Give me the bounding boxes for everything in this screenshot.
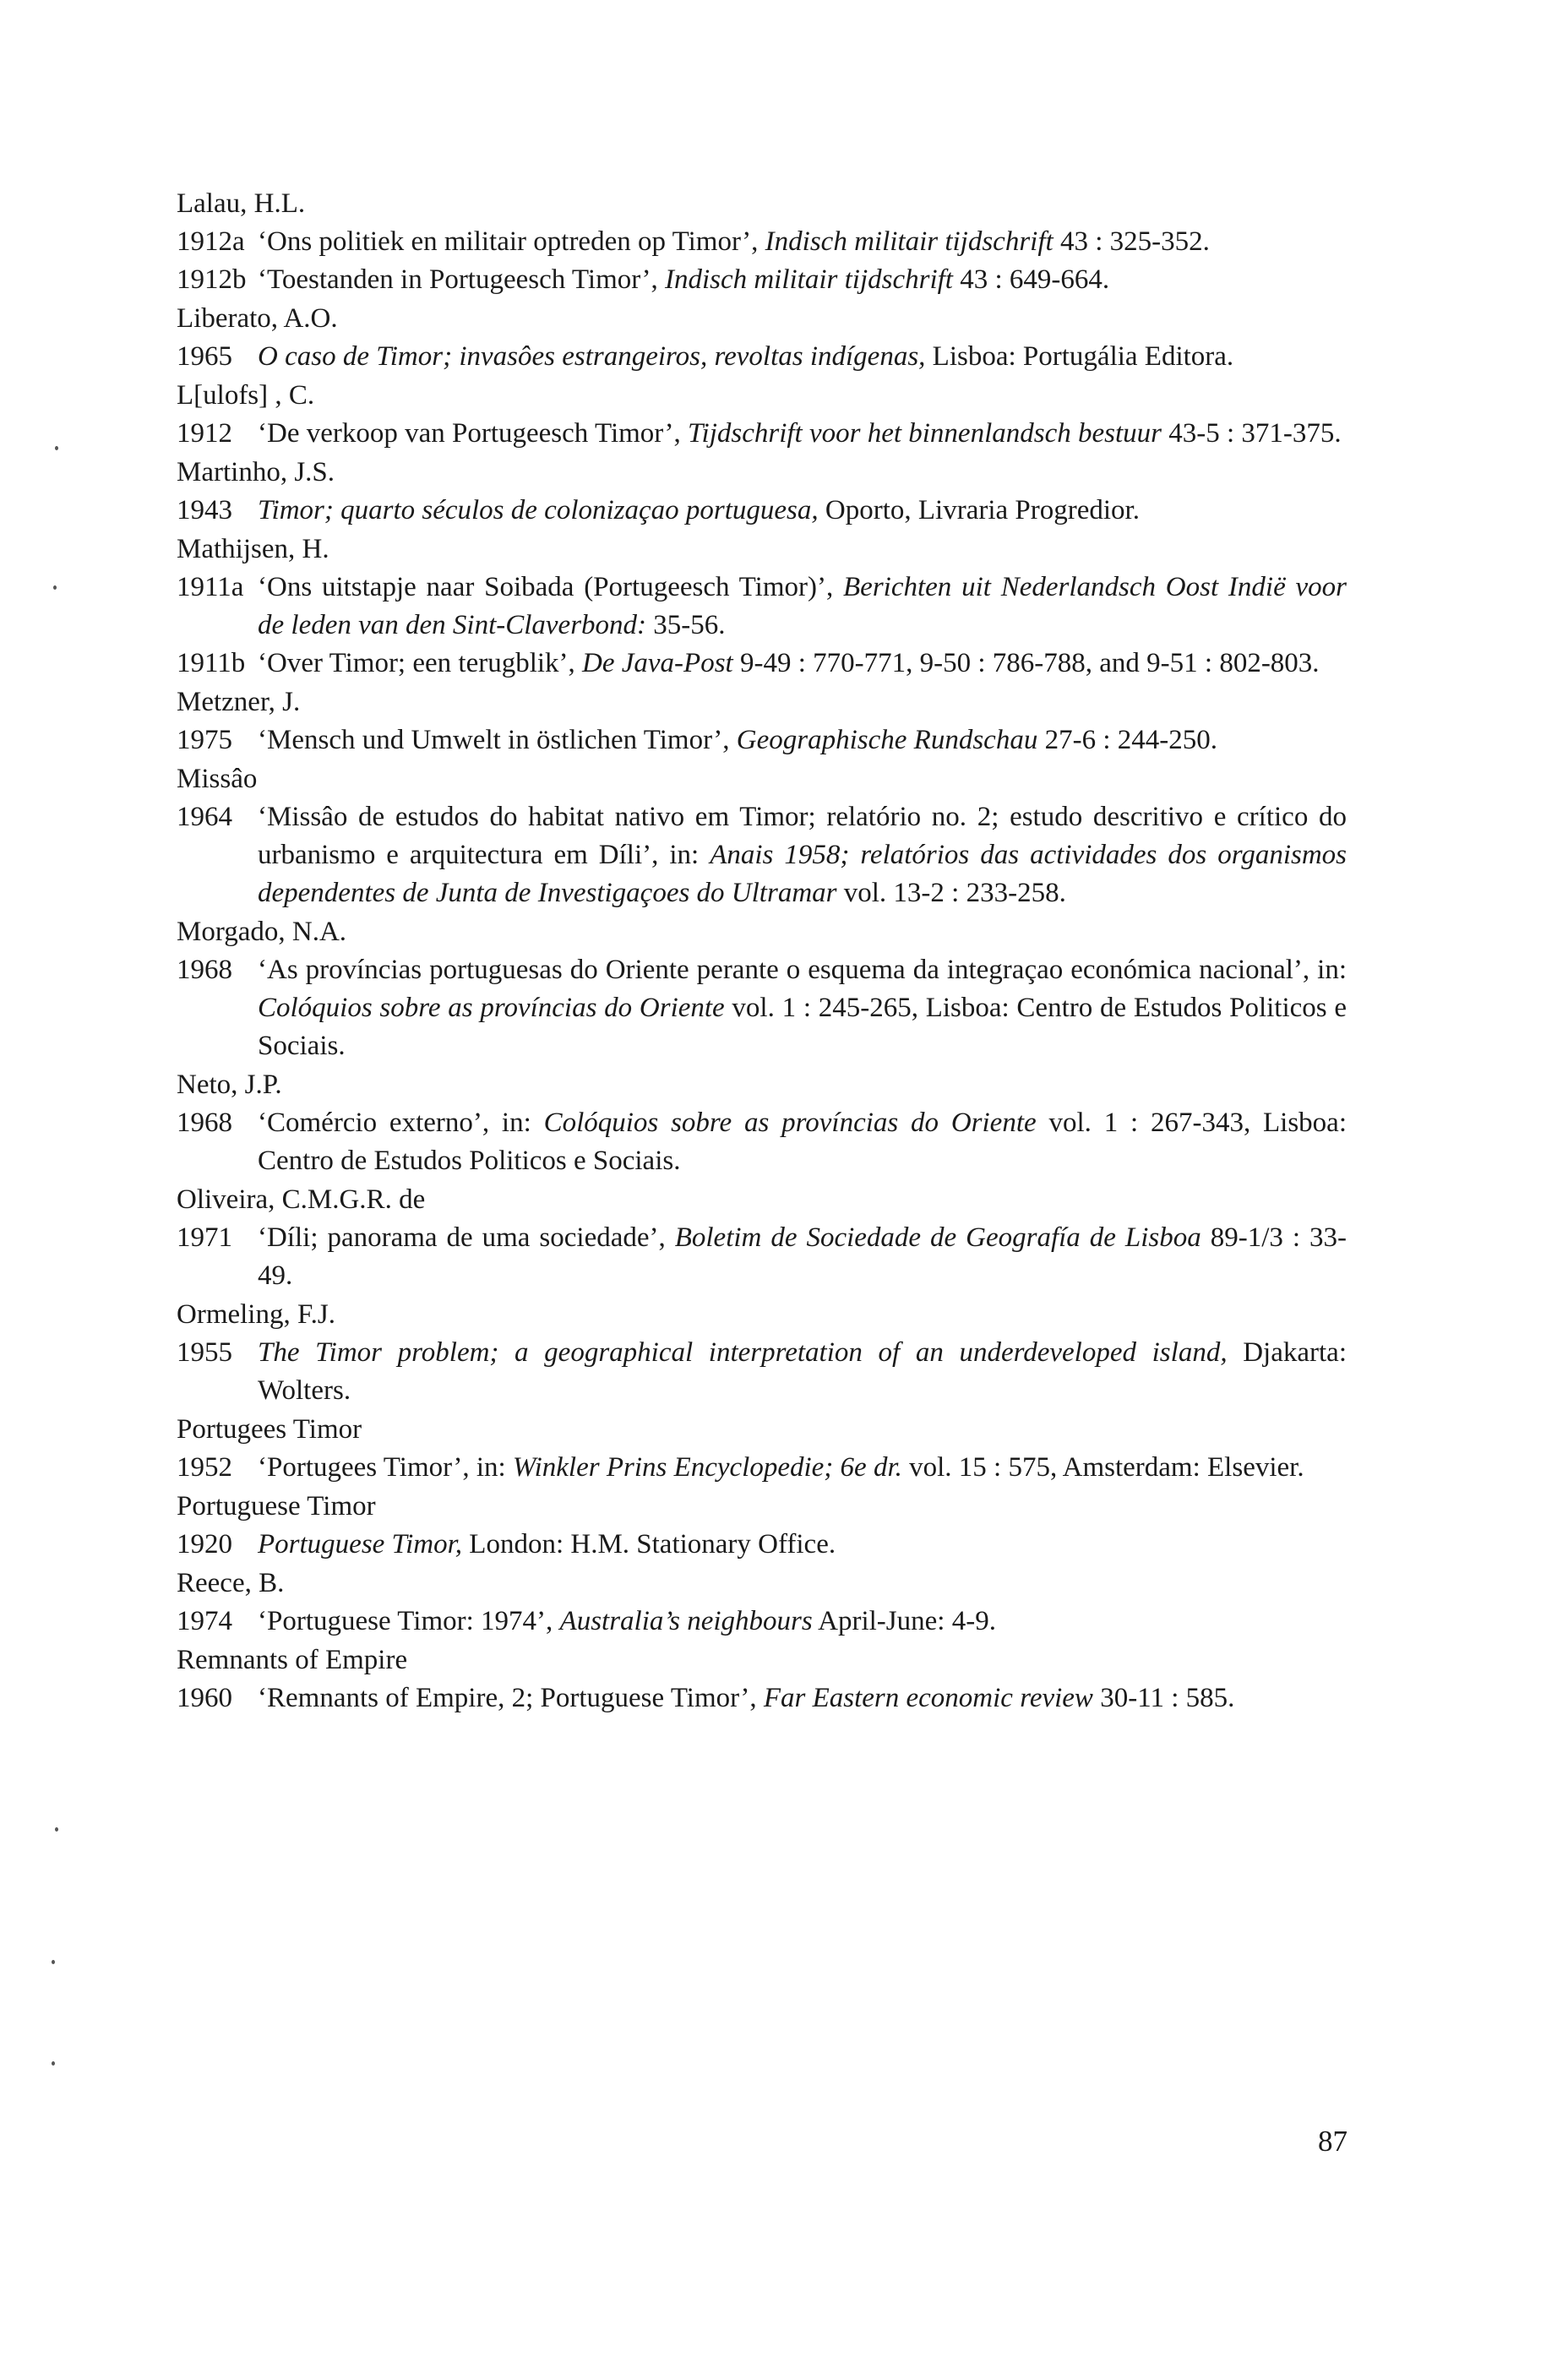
author-heading: Mathijsen, H. — [177, 534, 329, 564]
entry-title-italic: Anais 1958; relatórios das actividades dos organismos dependentes de Junta de Investigaçoes do Ultramar — [258, 840, 1347, 908]
entry-text: ‘Ons uitstapje naar Soibada (Portugeesch Timor)’, — [258, 572, 844, 602]
entry-year: 1912 — [177, 418, 232, 449]
bibliography-entry — [177, 569, 1347, 645]
author-heading: Portuguese Timor — [177, 1491, 376, 1521]
entry-title-italic: O caso de Timor; invasôes estrangeiros, revoltas indígenas, — [258, 341, 926, 372]
bibliography-entry — [177, 1526, 1347, 1564]
entry-title-italic: Winkler Prins Encyclopedie; 6e dr. — [512, 1452, 902, 1483]
entry-text: 30-11 : 585. — [1092, 1683, 1235, 1713]
entry-year: 1955 — [177, 1337, 232, 1368]
entry-text: ‘Mensch und Umwelt in östlichen Timor’, — [258, 725, 737, 755]
entry-year: 1974 — [177, 1606, 232, 1636]
entry-text: Djakarta: Wolters. — [258, 1337, 1347, 1406]
bibliography-entry — [177, 415, 1347, 453]
entry-text: ‘Toestanden in Portugeesch Timor’, — [258, 264, 665, 295]
entry-title-italic: Boletim de Sociedade de Geografía de Lisboa — [674, 1222, 1201, 1253]
entry-text: ‘As províncias portuguesas do Oriente perante o esquema da integraçao económica nacional’, in: — [258, 955, 1347, 985]
scan-speck — [55, 1827, 58, 1832]
bibliography-entry — [177, 223, 1347, 261]
author-heading: Oliveira, C.M.G.R. de — [177, 1184, 426, 1215]
author-heading: Neto, J.P. — [177, 1070, 282, 1100]
entry-title-italic: Indisch militair tijdschrift — [765, 226, 1054, 257]
bibliography-entry — [177, 798, 1347, 912]
author-heading: Reece, B. — [177, 1568, 285, 1598]
entry-year: 1943 — [177, 495, 232, 525]
entry-year: 1975 — [177, 725, 232, 755]
bibliography-entry — [177, 338, 1347, 376]
bibliography-entry — [177, 261, 1347, 299]
entry-title-italic: Australia’s neighbours — [559, 1606, 813, 1636]
entry-text: 43-5 : 371-375. — [1161, 418, 1342, 449]
author-heading: Morgado, N.A. — [177, 917, 347, 947]
entry-title-italic: Colóquios sobre as províncias do Oriente — [543, 1108, 1037, 1138]
entry-text: ‘Over Timor; een terugblik’, — [258, 648, 583, 678]
entry-title-italic: De Java-Post — [582, 648, 733, 678]
entry-text: 35-56. — [646, 610, 726, 640]
entry-text: ‘Comércio externo’, in: — [258, 1108, 544, 1138]
entry-text: 43 : 649-664. — [952, 264, 1110, 295]
author-heading: Metzner, J. — [177, 687, 301, 717]
entry-title-italic: Tijdschrift voor het binnenlandsch bestuur — [688, 418, 1162, 449]
bibliography-entry — [177, 1334, 1347, 1410]
entry-title-italic: Indisch militair tijdschrift — [664, 264, 953, 295]
bibliography-entry — [177, 645, 1347, 683]
entry-year: 1968 — [177, 955, 232, 985]
bibliography-entry — [177, 1679, 1347, 1717]
author-heading: Liberato, A.O. — [177, 303, 338, 334]
entry-year: 1920 — [177, 1529, 232, 1560]
page-number: 87 — [1318, 2125, 1348, 2158]
author-heading: Portugees Timor — [177, 1414, 362, 1445]
entry-title-italic: The Timor problem; a geographical interpretation of an underdeveloped island, — [258, 1337, 1228, 1368]
entry-text: vol. 15 : 575, Amsterdam: Elsevier. — [901, 1452, 1304, 1483]
bibliography-entry — [177, 1219, 1347, 1295]
author-heading: Lalau, H.L. — [177, 188, 306, 219]
entry-title-italic: Colóquios sobre as províncias do Oriente — [258, 993, 725, 1023]
entry-year: 1912b — [177, 264, 247, 295]
entry-text: ‘Portugees Timor’, in: — [258, 1452, 513, 1483]
entry-text: vol. 1 : 267-343, Lisboa: Centro de Estudos Politicos e Sociais. — [258, 1108, 1347, 1176]
entry-year: 1911b — [177, 648, 246, 678]
bibliography-list — [177, 184, 1347, 1717]
entry-year: 1912a — [177, 226, 245, 257]
entry-text: ‘Ons politiek en militair optreden op Timor’, — [258, 226, 765, 257]
entry-title-italic: Timor; quarto séculos de colonizaçao portuguesa, — [258, 495, 819, 525]
entry-text: ‘Remnants of Empire, 2; Portuguese Timor’, — [258, 1683, 764, 1713]
entry-year: 1968 — [177, 1108, 232, 1138]
entry-text: Oporto, Livraria Progredior. — [818, 495, 1140, 525]
author-heading: Ormeling, F.J. — [177, 1299, 336, 1330]
bibliography-entry — [177, 492, 1347, 530]
entry-text: ‘Portuguese Timor: 1974’, — [258, 1606, 560, 1636]
entry-text: vol. 13-2 : 233-258. — [836, 878, 1066, 908]
entry-text: 43 : 325-352. — [1053, 226, 1210, 257]
entry-year: 1965 — [177, 341, 232, 372]
entry-year: 1952 — [177, 1452, 232, 1483]
entry-year: 1964 — [177, 802, 232, 832]
bibliography-entry — [177, 721, 1347, 759]
entry-text: London: H.M. Stationary Office. — [462, 1529, 836, 1560]
scan-speck — [55, 446, 58, 450]
author-heading: Remnants of Empire — [177, 1645, 408, 1675]
entry-text: ‘Missâo de estudos do habitat nativo em Timor; relatório no. 2; estudo descritivo e crítico do urbanismo e arquitectura em Díli’, in: — [258, 802, 1347, 870]
entry-text: 89-1/3 : 33-49. — [258, 1222, 1347, 1291]
entry-title-italic: Berichten uit Nederlandsch Oost Indië voor de leden van den Sint-Claverbond: — [258, 572, 1347, 640]
entry-year: 1911a — [177, 572, 244, 602]
author-heading: Martinho, J.S. — [177, 457, 335, 487]
entry-text: ‘De verkoop van Portugeesch Timor’, — [258, 418, 688, 449]
entry-text: Lisboa: Portugália Editora. — [925, 341, 1234, 372]
scan-speck — [52, 1960, 55, 1964]
entry-text: 27-6 : 244-250. — [1037, 725, 1217, 755]
author-heading: L[ulofs] , C. — [177, 380, 315, 411]
entry-year: 1971 — [177, 1222, 232, 1253]
entry-text: April-June: 4-9. — [812, 1606, 996, 1636]
bibliography-entry — [177, 951, 1347, 1065]
bibliography-entry — [177, 1449, 1347, 1487]
entry-text: ‘Díli; panorama de uma sociedade’, — [258, 1222, 675, 1253]
bibliography-entry — [177, 1603, 1347, 1641]
entry-title-italic: Far Eastern economic review — [763, 1683, 1093, 1713]
entry-title-italic: Geographische Rundschau — [736, 725, 1038, 755]
bibliography-entry — [177, 1104, 1347, 1180]
entry-text: 9-49 : 770-771, 9-50 : 786-788, and 9-51 : 802-803. — [732, 648, 1320, 678]
scan-speck — [53, 585, 57, 590]
author-heading: Missâo — [177, 764, 258, 794]
entry-title-italic: Portuguese Timor, — [258, 1529, 463, 1560]
entry-text: vol. 1 : 245-265, Lisboa: Centro de Estudos Politicos e Sociais. — [258, 993, 1347, 1061]
scan-speck — [52, 2061, 55, 2066]
entry-year: 1960 — [177, 1683, 232, 1713]
